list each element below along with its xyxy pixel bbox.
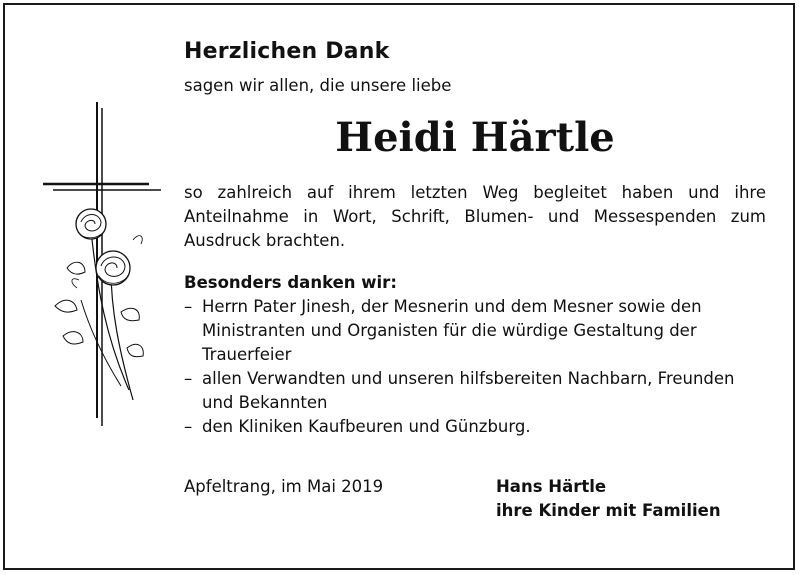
dash-bullet: – — [184, 417, 193, 436]
notice-footer — [184, 475, 766, 527]
list-item — [184, 367, 766, 415]
thanks-list — [184, 295, 766, 439]
cross-with-roses-icon — [41, 100, 165, 432]
place-date: Apfeltrang, im Mai 2019 — [184, 477, 384, 496]
dash-bullet: – — [184, 297, 193, 316]
obituary-card — [3, 3, 795, 570]
list-item — [184, 295, 766, 367]
body-text: so zahlreich auf ihrem letzten Weg begleitet haben und ihre Anteilnahme in Wort, Schrift, Blumen- und Messespenden zum Ausdruck brachten. — [184, 183, 766, 250]
notice-content — [184, 37, 766, 527]
signer-name: Hans Härtle — [496, 477, 607, 496]
signer-family: ihre Kinder mit Familien — [496, 501, 721, 520]
notice-heading: Herzlichen Dank — [184, 39, 390, 64]
dash-bullet: – — [184, 369, 193, 388]
list-item-text: allen Verwandten und unseren hilfsbereiten Nachbarn, Freunden und Bekannten — [202, 369, 735, 412]
thanks-heading: Besonders danken wir: — [184, 273, 397, 292]
list-item-text: Herrn Pater Jinesh, der Mesnerin und dem Mesner sowie den Ministranten und Organisten für die würdige Gestaltung der Trauerfeier — [202, 297, 702, 364]
signers — [496, 475, 721, 523]
intro-text: sagen wir allen, die unsere liebe — [184, 76, 452, 95]
deceased-name: Heidi Härtle — [335, 114, 615, 161]
list-item — [184, 415, 766, 439]
list-item-text: den Kliniken Kaufbeuren und Günzburg. — [202, 417, 531, 436]
